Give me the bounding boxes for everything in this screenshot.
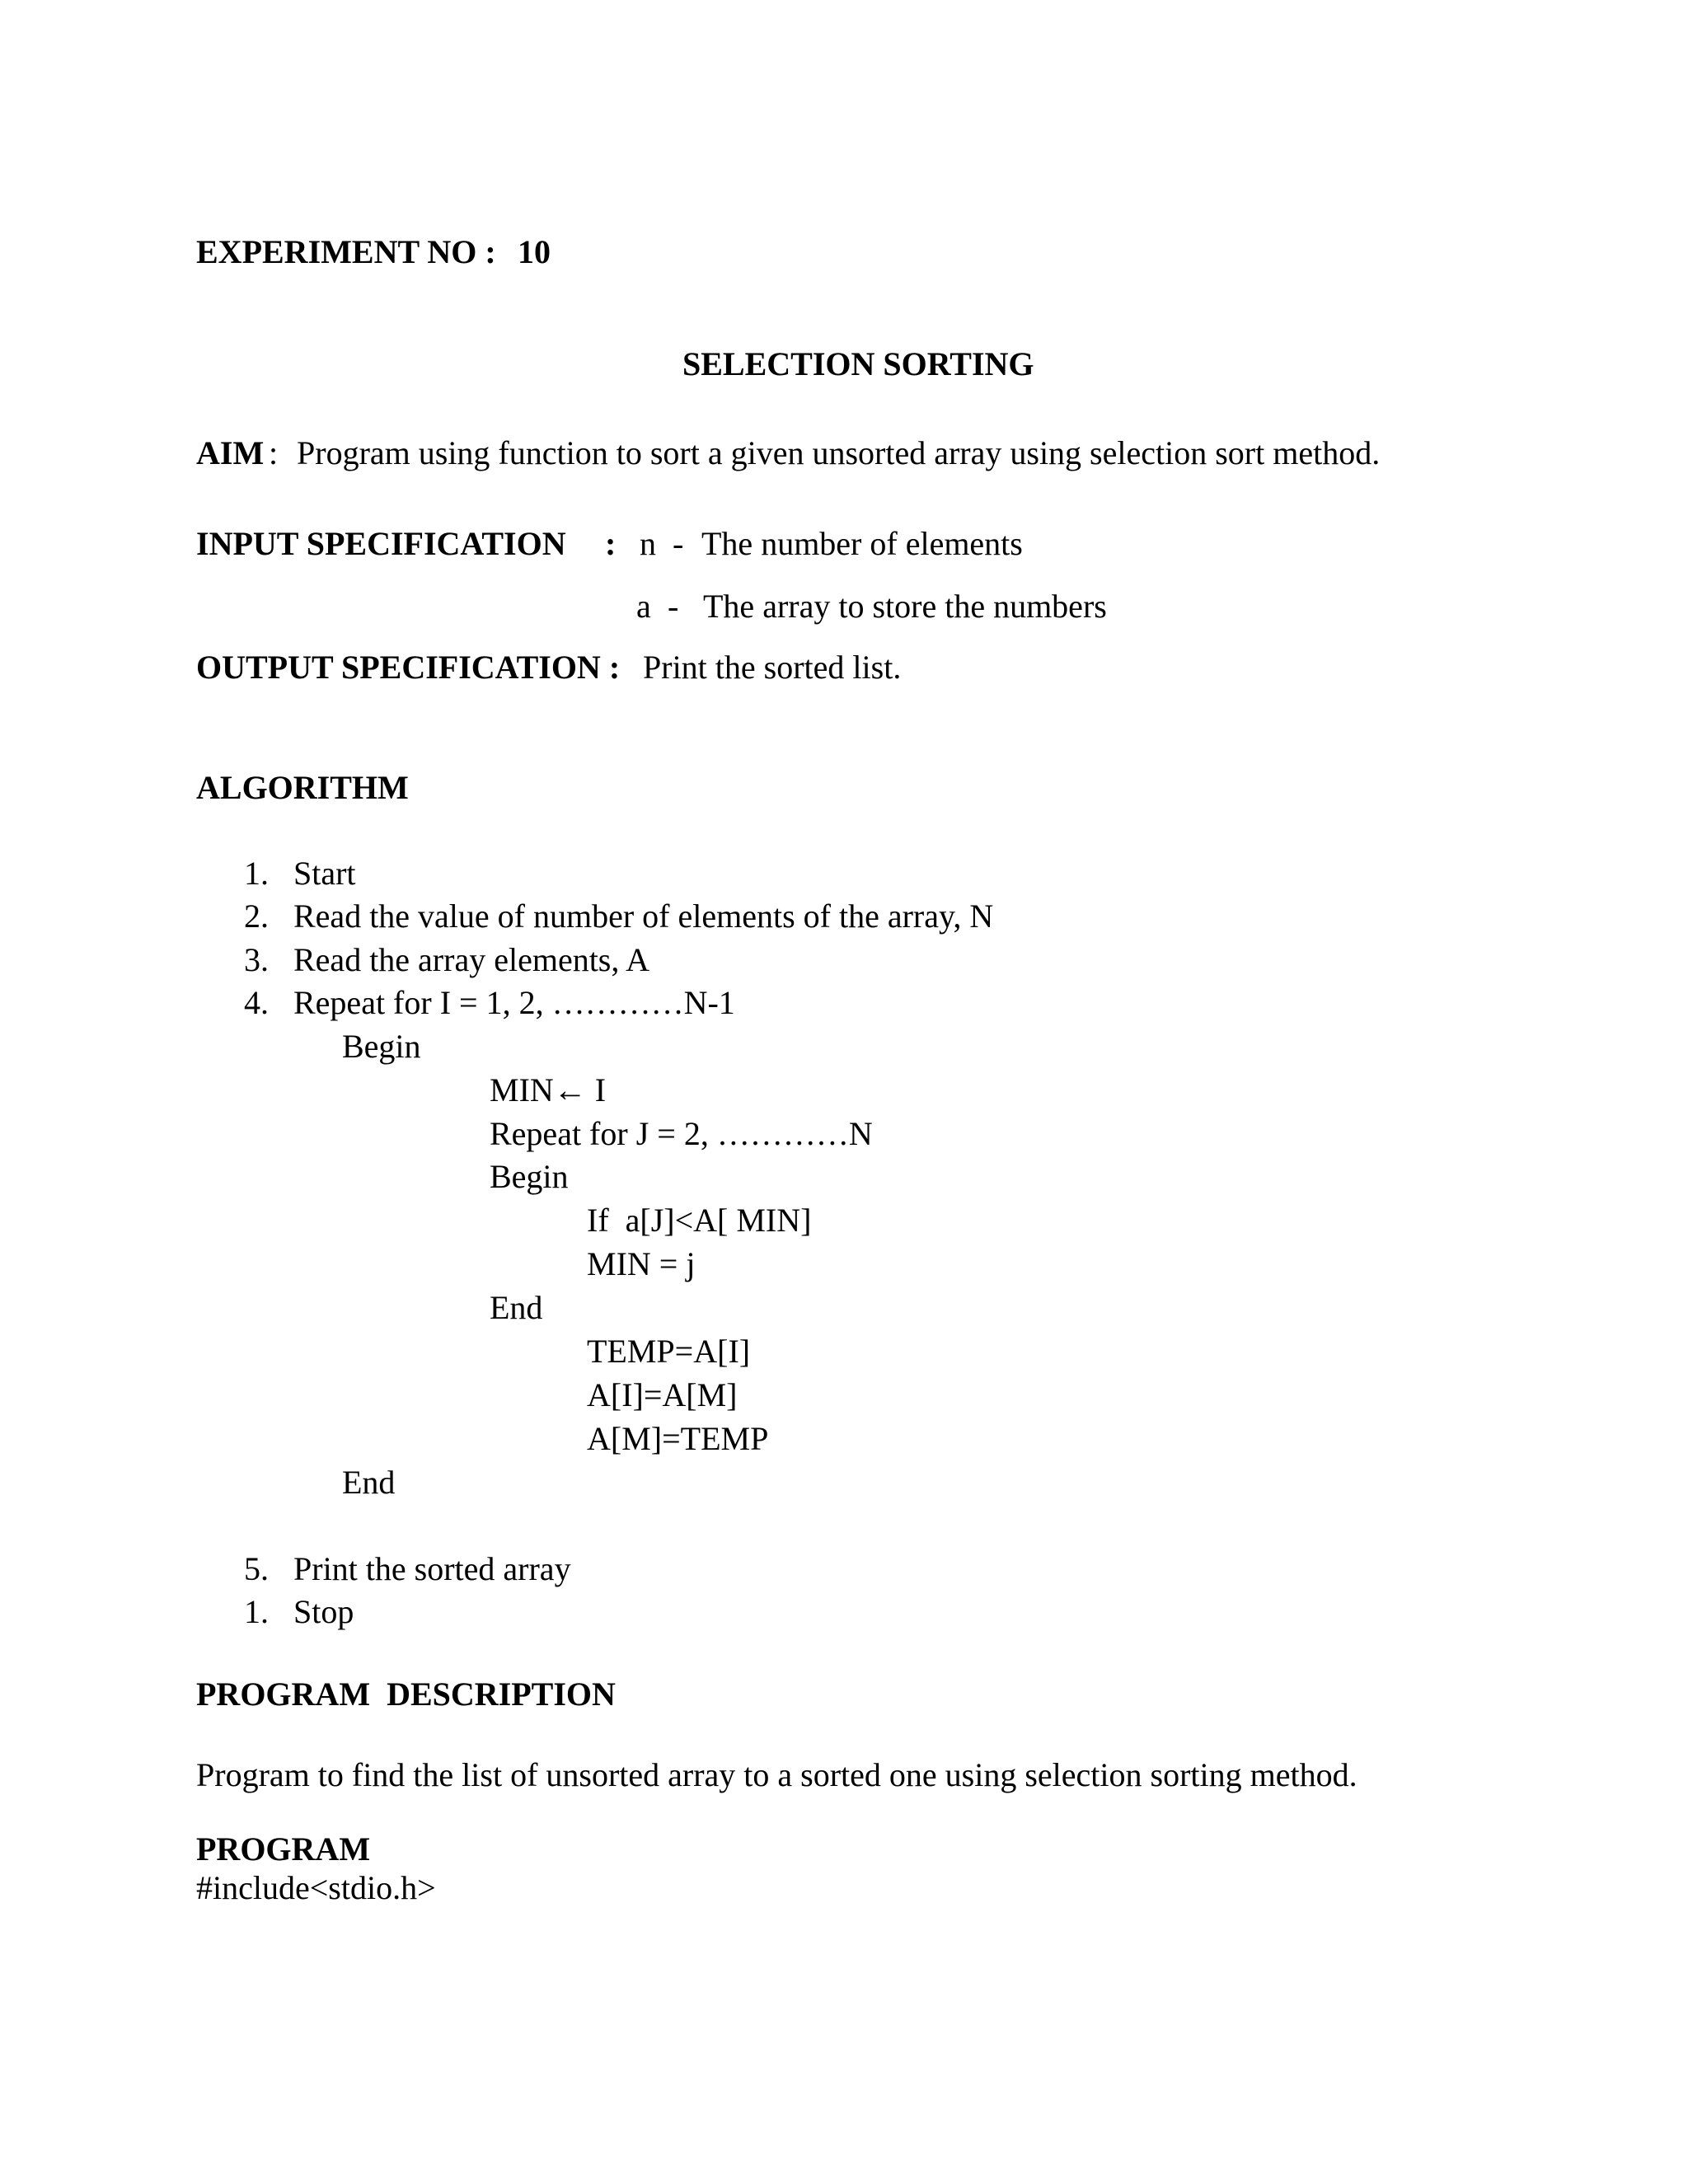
algorithm-step-number: 1.	[244, 1593, 269, 1630]
input-spec-item-dash: -	[673, 525, 684, 562]
algorithm-body-line: If a[J]<A[ MIN]	[587, 1202, 812, 1239]
program-description-heading: PROGRAM DESCRIPTION	[196, 1675, 616, 1713]
algorithm-body-line: Begin	[342, 1028, 421, 1065]
algorithm-step-number: 4.	[244, 984, 269, 1021]
algorithm-step-number: 3.	[244, 941, 269, 978]
program-description-text: Program to find the list of unsorted array to a sorted one using selection sorting method.	[196, 1756, 1357, 1793]
algorithm-step-number: 5.	[244, 1550, 269, 1587]
page-title: SELECTION SORTING	[682, 345, 1034, 382]
input-spec-label: INPUT SPECIFICATION	[196, 525, 566, 562]
algorithm-step-text: Read the array elements, A	[293, 941, 650, 978]
algorithm-body-line: MIN← I	[490, 1071, 607, 1108]
algorithm-step-number: 2.	[244, 898, 269, 935]
input-spec-item-desc: The array to store the numbers	[703, 588, 1107, 625]
algorithm-body-line: A[M]=TEMP	[587, 1420, 769, 1457]
algorithm-body-line: MIN = j	[587, 1245, 696, 1282]
algorithm-step-text: Start	[293, 855, 356, 892]
algorithm-step-text: Stop	[293, 1593, 354, 1630]
algorithm-step-text: Read the value of number of elements of the array, N	[293, 898, 994, 935]
aim-label: AIM	[196, 434, 265, 471]
algorithm-body-line: End	[342, 1464, 396, 1501]
experiment-number: 10	[518, 233, 551, 270]
algorithm-step-text: Repeat for I = 1, 2, …………N-1	[293, 984, 735, 1021]
input-spec-item-name: a	[636, 588, 651, 625]
algorithm-body-line: Repeat for J = 2, …………N	[490, 1115, 873, 1152]
algorithm-body-line: A[I]=A[M]	[587, 1376, 738, 1413]
input-spec-item-name: n	[640, 525, 656, 562]
output-spec-label: OUTPUT SPECIFICATION :	[196, 649, 621, 686]
aim-text: Program using function to sort a given unsorted array using selection sort method.	[297, 434, 1381, 471]
input-spec-item-dash: -	[668, 588, 679, 625]
algorithm-step-text: Print the sorted array	[293, 1550, 571, 1587]
algorithm-body-line: TEMP=A[I]	[587, 1333, 751, 1370]
output-spec-text: Print the sorted list.	[643, 649, 902, 686]
experiment-label: EXPERIMENT NO :	[196, 233, 496, 270]
algorithm-step-number: 1.	[244, 855, 269, 892]
algorithm-heading: ALGORITHM	[196, 769, 409, 806]
input-spec-item-desc: The number of elements	[701, 525, 1023, 562]
input-spec-colon: :	[605, 525, 617, 562]
program-code-line: #include<stdio.h>	[196, 1869, 436, 1906]
algorithm-body-line: Begin	[490, 1158, 569, 1195]
aim-separator: :	[269, 434, 279, 471]
algorithm-body-line: End	[490, 1289, 543, 1326]
program-heading: PROGRAM	[196, 1830, 371, 1868]
